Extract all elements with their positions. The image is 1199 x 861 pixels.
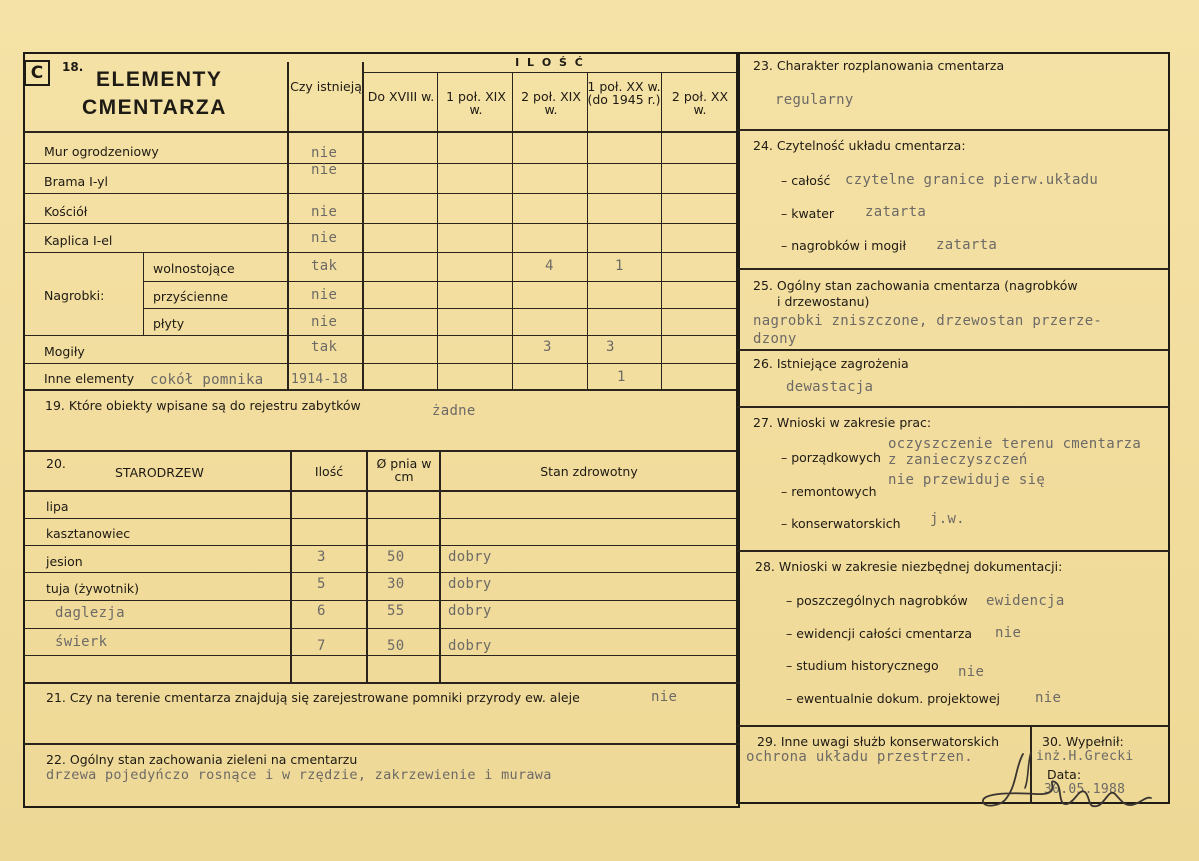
- q29-label: 29. Inne uwagi służb konserwatorskich: [757, 734, 999, 749]
- row-wolno-label: wolnostojące: [153, 261, 235, 276]
- row-wolno-p1-20: 1: [615, 258, 624, 274]
- q19-label: 19. Które obiekty wpisane są do rejestru zabytków: [45, 398, 361, 413]
- q26-label: 26. Istniejące zagrożenia: [753, 356, 909, 371]
- row-mur-exists: nie: [311, 145, 338, 161]
- q28-b-value: nie: [995, 625, 1022, 641]
- q28-c-value: nie: [958, 664, 985, 680]
- q30-date-label: Data:: [1047, 767, 1082, 782]
- q27-kons-value: j.w.: [930, 511, 965, 527]
- q20-col-health: Stan zdrowotny: [540, 464, 638, 479]
- q21-label: 21. Czy na terenie cmentarza znajdują się zarejestrowane pomniki przyrody ew. aleje: [46, 690, 580, 705]
- ilosc-header: I L O Ś Ć: [515, 56, 585, 69]
- row-inne-p1-20: 1: [617, 369, 626, 385]
- signature-icon: [975, 748, 1165, 818]
- section-18-title-2: CMENTARZA: [82, 96, 227, 119]
- tree-row-3-name: jesion: [46, 554, 83, 569]
- row-plyty-label: płyty: [153, 316, 185, 331]
- row-nagrobki-label: Nagrobki:: [44, 288, 105, 303]
- tree-row-4-name: tuja (żywotnik): [46, 581, 140, 596]
- q28-label: 28. Wnioski w zakresie niezbędnej dokumentacji:: [755, 559, 1063, 574]
- row-plyty-exists: nie: [311, 314, 338, 330]
- tree-row-5-qty: 6: [317, 603, 326, 619]
- q25-label-2: i drzewostanu): [777, 294, 870, 309]
- row-mogily-exists: tak: [311, 339, 338, 355]
- tree-row-5-name: daglezja: [55, 605, 125, 621]
- tree-row-5-diam: 55: [387, 603, 405, 619]
- row-mogily-p1-20: 3: [606, 339, 615, 355]
- period-header-1: Do XVIII w.: [367, 89, 435, 104]
- q27-porz-value-2: z zanieczyszczeń: [888, 452, 1028, 468]
- tree-row-4-diam: 30: [387, 576, 405, 592]
- tree-row-4-health: dobry: [448, 576, 492, 592]
- q26-value: dewastacja: [786, 379, 874, 395]
- tree-row-6-health: dobry: [448, 638, 492, 654]
- period-header-3: 2 poł. XIX w.: [521, 89, 581, 117]
- row-mogily-p2-19: 3: [543, 339, 552, 355]
- row-wolno-exists: tak: [311, 258, 338, 274]
- q30-label: 30. Wypełnił:: [1042, 734, 1124, 749]
- row-wolno-p2-19: 4: [545, 258, 554, 274]
- period-header-2: 1 poł. XIX w.: [446, 89, 506, 117]
- tree-row-3-health: dobry: [448, 549, 492, 565]
- q23-label: 23. Charakter rozplanowania cmentarza: [753, 58, 1005, 73]
- q21-value: nie: [651, 689, 678, 705]
- q27-rem-value: nie przewiduje się: [888, 472, 1046, 488]
- q28-d-value: nie: [1035, 690, 1062, 706]
- row-brama-label: Brama I-yl: [44, 174, 109, 189]
- q27-porz-label: – porządkowych: [781, 450, 881, 465]
- q29-value: ochrona układu przestrzen.: [746, 749, 973, 765]
- row-brama-exists: nie: [311, 162, 338, 178]
- q27-kons-label: – konserwatorskich: [781, 516, 901, 531]
- period-header-5: 2 poł. XX w.: [671, 89, 729, 117]
- q20-number: 20.: [46, 456, 66, 471]
- row-kaplica-label: Kaplica I-el: [44, 233, 113, 248]
- q25-label-1: 25. Ogólny stan zachowania cmentarza (nagrobków: [753, 278, 1078, 293]
- q24-kwater-label: – kwater: [781, 206, 835, 221]
- row-kosciol-label: Kościół: [44, 204, 88, 219]
- q20-col-diam: Ø pnia w cm: [376, 456, 432, 484]
- q24-nagrob-label: – nagrobków i mogił: [781, 238, 907, 253]
- q20-col-qty: Ilość: [314, 464, 344, 479]
- tree-row-6-name: świerk: [55, 634, 108, 650]
- q19-value: żadne: [432, 403, 476, 419]
- section-18-number: 18.: [62, 60, 84, 74]
- q28-c-label: – studium historycznego: [786, 658, 939, 673]
- q30-name: inż.H.Grecki: [1036, 749, 1134, 764]
- q28-a-value: ewidencja: [986, 593, 1065, 609]
- q28-d-label: – ewentualnie dokum. projektowej: [786, 691, 1001, 706]
- tree-row-2-name: kasztanowiec: [46, 526, 131, 541]
- tree-row-3-qty: 3: [317, 549, 326, 565]
- section-letter-box: C: [24, 60, 50, 86]
- q24-kwater-value: zatarta: [865, 204, 927, 220]
- q27-porz-value-1: oczyszczenie terenu cmentarza: [888, 436, 1142, 452]
- q24-calosc-value: czytelne granice pierw.układu: [845, 172, 1099, 188]
- row-kaplica-exists: nie: [311, 230, 338, 246]
- q28-a-label: – poszczególnych nagrobków: [786, 593, 968, 608]
- q22-value: drzewa pojedyńczo rosnące i w rzędzie, zakrzewienie i murawa: [46, 767, 552, 783]
- tree-row-6-diam: 50: [387, 638, 405, 654]
- q27-rem-label: – remontowych: [781, 484, 877, 499]
- q27-label: 27. Wnioski w zakresie prac:: [753, 415, 932, 430]
- row-kosciol-exists: nie: [311, 204, 338, 220]
- q22-label: 22. Ogólny stan zachowania zieleni na cmentarzu: [46, 752, 358, 767]
- q20-title: STARODRZEW: [115, 465, 204, 480]
- tree-row-6-qty: 7: [317, 638, 326, 654]
- row-inne-label: Inne elementy: [44, 371, 135, 386]
- tree-row-5-health: dobry: [448, 603, 492, 619]
- q25-value-2: dzony: [753, 331, 797, 347]
- row-inne-value: cokół pomnika: [150, 372, 264, 388]
- row-mur-label: Mur ogrodzeniowy: [44, 144, 159, 159]
- col-exists-header: Czy istnieją: [290, 79, 362, 94]
- q23-value: regularny: [775, 92, 854, 108]
- q30-date: 30.05.1988: [1044, 782, 1126, 797]
- row-mogily-label: Mogiły: [44, 344, 85, 359]
- q25-value-1: nagrobki zniszczone, drzewostan przerze-: [753, 313, 1103, 329]
- q28-b-label: – ewidencji całości cmentarza: [786, 626, 973, 641]
- tree-row-1-name: lipa: [46, 499, 69, 514]
- tree-row-4-qty: 5: [317, 576, 326, 592]
- q24-calosc-label: – całość: [781, 173, 831, 188]
- row-przysc-exists: nie: [311, 287, 338, 303]
- q24-label: 24. Czytelność układu cmentarza:: [753, 138, 966, 153]
- tree-row-3-diam: 50: [387, 549, 405, 565]
- q24-nagrob-value: zatarta: [936, 237, 998, 253]
- period-header-4: 1 poł. XX w. (do 1945 r.): [587, 79, 661, 107]
- row-przysc-label: przyścienne: [153, 289, 229, 304]
- section-18-title-1: ELEMENTY: [96, 68, 223, 91]
- row-inne-exists: 1914-18: [291, 372, 348, 387]
